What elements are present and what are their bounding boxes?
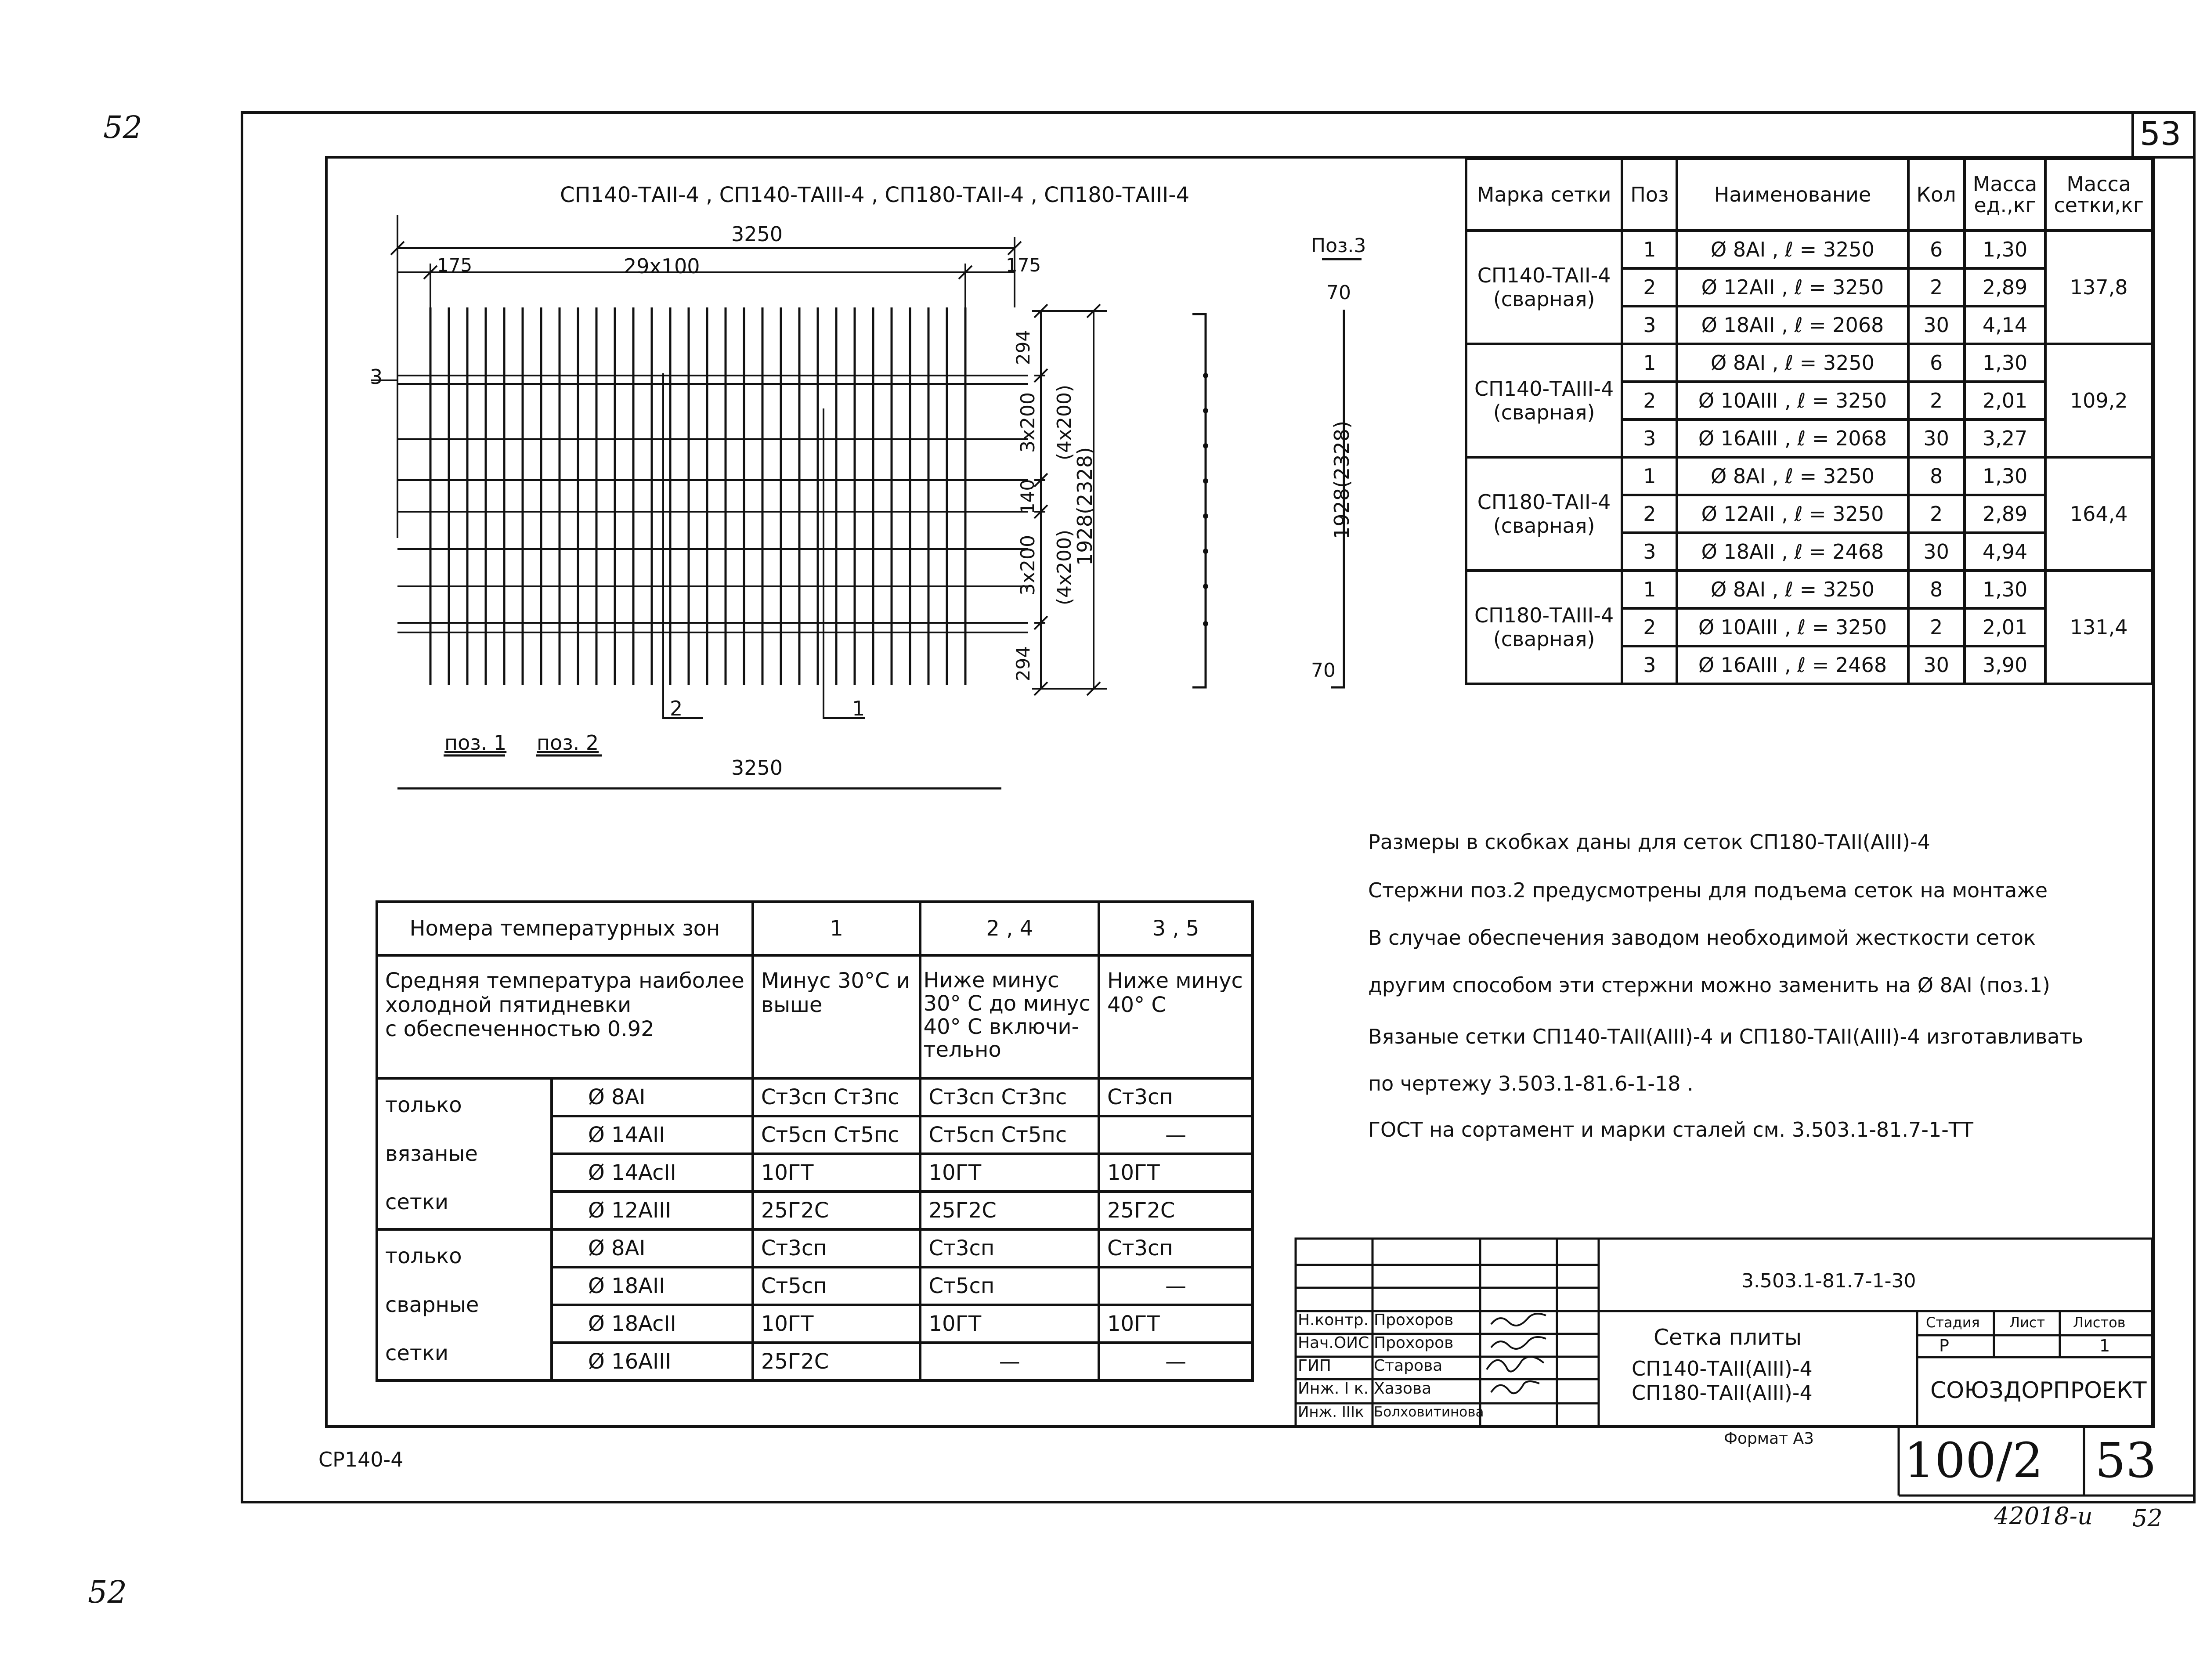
- steel-zone2: 25Г2С: [920, 1192, 1099, 1229]
- temp-zone-3: 3 , 5: [1099, 902, 1253, 955]
- steel-bar: Ø 14AcII: [552, 1154, 753, 1192]
- stage-label: Стадия: [1926, 1314, 1980, 1331]
- pos2-label: поз. 2: [537, 731, 599, 755]
- spec-total-mass: 164,4: [2045, 457, 2152, 571]
- steel-zone1: 25Г2С: [753, 1343, 921, 1380]
- spec-row: [1466, 344, 2152, 382]
- spec-pos: 1: [1622, 457, 1677, 495]
- temp-desc-line: с обеспеченностью 0.92: [385, 1017, 654, 1042]
- top-sheet-number: 53: [2140, 115, 2182, 153]
- dim-edge-left: 175: [437, 254, 473, 276]
- steel-row: [377, 1078, 1253, 1116]
- zone-desc-line: Ниже минус: [923, 968, 1059, 993]
- dim-140: 140: [1017, 479, 1039, 515]
- spec-name: Ø 8AI , ℓ = 3250: [1677, 344, 1908, 382]
- steel-zone2: Ст3сп: [920, 1229, 1099, 1267]
- spec-unit-mass: 3,27: [1965, 419, 2046, 457]
- dim-4x200-bottom: (4x200): [1053, 529, 1076, 606]
- zone-desc-line: Минус 30°С и: [761, 968, 910, 993]
- sheets-label: Листов: [2073, 1314, 2126, 1331]
- temp-header-row: [377, 902, 1253, 955]
- pos3-marker: 3: [370, 365, 383, 389]
- zone-desc-line: Ниже минус: [1107, 968, 1243, 993]
- spec-name: Ø 10AIII , ℓ = 3250: [1677, 382, 1908, 419]
- spec-qty: 30: [1908, 419, 1965, 457]
- spec-pos: 3: [1622, 419, 1677, 457]
- sheet-label: Лист: [2009, 1314, 2045, 1331]
- signature-scribbles: [1487, 1314, 1546, 1393]
- zone-desc-line: тельно: [923, 1037, 1001, 1062]
- spec-qty: 30: [1908, 306, 1965, 344]
- steel-zone3: —: [1099, 1116, 1253, 1154]
- steel-zone1: Ст3сп Ст3пс: [753, 1078, 921, 1116]
- dim-294-top: 294: [1012, 329, 1034, 365]
- object-title: Сетка плиты: [1654, 1325, 1802, 1350]
- role-label: Н.контр.: [1298, 1311, 1369, 1329]
- group-label-line: только: [385, 1093, 462, 1118]
- note-line: Вязаные сетки СП140-ТАII(AIII)-4 и СП180-ТАII(AIII)-4 изготавливать: [1368, 1025, 2084, 1048]
- spec-pos: 2: [1622, 268, 1677, 306]
- dim-height: 1928(2328): [1073, 447, 1097, 566]
- spec-pos: 3: [1622, 646, 1677, 684]
- temp-zone-2: 2 , 4: [920, 902, 1099, 955]
- spec-qty: 2: [1908, 608, 1965, 646]
- margin-mark-top: 52: [103, 109, 143, 145]
- spec-qty: 2: [1908, 268, 1965, 306]
- steel-bar: Ø 14AII: [552, 1116, 753, 1154]
- group-label-line: сетки: [385, 1190, 449, 1215]
- spec-header-row: [1466, 159, 2152, 231]
- stage-value: Р: [1939, 1336, 1949, 1355]
- spec-pos: 3: [1622, 306, 1677, 344]
- mesh-vertical-bars: [430, 307, 965, 685]
- spec-pos: 2: [1622, 382, 1677, 419]
- bar-length: 3250: [731, 756, 783, 780]
- steel-bar: Ø 16AIII: [552, 1343, 753, 1380]
- role-name: Хазова: [1374, 1380, 1432, 1398]
- spec-qty: 30: [1908, 646, 1965, 684]
- pos3-top: 70: [1326, 282, 1351, 304]
- spec-unit-mass: 1,30: [1965, 571, 2046, 608]
- spec-total-mass: 131,4: [2045, 571, 2152, 684]
- temp-desc-line: Средняя температура наиболее: [385, 968, 744, 993]
- temp-desc-row: [377, 955, 1253, 1078]
- spec-unit-mass: 4,94: [1965, 533, 2046, 571]
- spec-unit-mass: 2,01: [1965, 608, 2046, 646]
- steel-zone2: 10ГТ: [920, 1154, 1099, 1192]
- role-name: Прохоров: [1374, 1334, 1454, 1352]
- spec-header-total-mass: Масса сетки,кг: [2045, 159, 2152, 231]
- spec-table: [1465, 157, 2153, 685]
- spec-unit-mass: 4,14: [1965, 306, 2046, 344]
- spec-qty: 2: [1908, 495, 1965, 533]
- dim-4x200-top: (4x200): [1053, 384, 1076, 461]
- note-line: Размеры в скобках даны для сеток СП180-ТАII(AIII)-4: [1368, 830, 1930, 854]
- spec-total-mass: 137,8: [2045, 231, 2152, 344]
- pos1-marker: 1: [852, 697, 865, 720]
- spec-pos: 2: [1622, 608, 1677, 646]
- steel-zone3: Ст3сп: [1099, 1078, 1253, 1116]
- group-label-line: сварные: [385, 1292, 479, 1317]
- note-line: Стержни поз.2 предусмотрены для подъема сеток на монтаже: [1368, 878, 2048, 902]
- steel-zone1: 10ГТ: [753, 1305, 921, 1343]
- steel-bar: Ø 8AI: [552, 1229, 753, 1267]
- dim-edge-right: 175: [1006, 254, 1041, 276]
- steel-zone1: Ст5сп: [753, 1267, 921, 1305]
- spec-header-mark: Марка сетки: [1466, 159, 1622, 231]
- role-name: Болховитинова: [1374, 1404, 1484, 1420]
- role-label: Нач.ОИС: [1298, 1334, 1369, 1352]
- steel-zone2: Ст5сп Ст5пс: [920, 1116, 1099, 1154]
- spec-mark: СП140-ТАII-4 (сварная): [1466, 231, 1622, 344]
- pos3-title: Поз.3: [1311, 235, 1366, 257]
- steel-zone2: Ст3сп Ст3пс: [920, 1078, 1099, 1116]
- object-mark-2: СП180-ТАII(AIII)-4: [1632, 1381, 1813, 1405]
- callout-lines: [371, 373, 865, 718]
- spec-row: [1466, 571, 2152, 608]
- page-number: 53: [2095, 1432, 2156, 1489]
- temp-zone-1-desc: [753, 955, 921, 1078]
- zone-desc-line: выше: [761, 993, 823, 1018]
- spec-header-name: Наименование: [1677, 159, 1908, 231]
- spec-name: Ø 8AI , ℓ = 3250: [1677, 457, 1908, 495]
- pos3-height: 1928(2328): [1330, 420, 1354, 540]
- dim-3x200-top: 3x200: [1017, 392, 1040, 453]
- dim-total-top: 3250: [731, 222, 783, 246]
- spec-total-mass: 109,2: [2045, 344, 2152, 457]
- spec-header-pos: Поз: [1622, 159, 1677, 231]
- zone-desc-line: 40° С: [1107, 993, 1166, 1018]
- spec-qty: 30: [1908, 533, 1965, 571]
- footer-left-code: СР140-4: [318, 1448, 404, 1471]
- doc-code: 3.503.1-81.7-1-30: [1741, 1270, 1916, 1292]
- steel-zone3: —: [1099, 1267, 1253, 1305]
- archive-number: 42018-и: [1994, 1502, 2093, 1530]
- spec-row: [1466, 457, 2152, 495]
- spec-pos: 2: [1622, 495, 1677, 533]
- steel-bar: Ø 12AIII: [552, 1192, 753, 1229]
- temp-zone-3-desc: [1099, 955, 1253, 1078]
- steel-zone3: 25Г2С: [1099, 1192, 1253, 1229]
- spec-name: Ø 8AI , ℓ = 3250: [1677, 571, 1908, 608]
- steel-zone1: Ст3сп: [753, 1229, 921, 1267]
- drawing-title: СП140-ТАII-4 , СП140-ТАIII-4 , СП180-ТАII-4 , СП180-ТАIII-4: [560, 183, 1190, 207]
- temp-zone-1: 1: [753, 902, 921, 955]
- spec-mark: СП140-ТАIII-4 (сварная): [1466, 344, 1622, 457]
- dim-294-bottom: 294: [1012, 646, 1034, 682]
- steel-bar: Ø 18AcII: [552, 1305, 753, 1343]
- temp-desc-line: холодной пятидневки: [385, 993, 632, 1018]
- dim-3x200-bottom: 3x200: [1017, 535, 1040, 596]
- role-label: ГИП: [1298, 1357, 1331, 1375]
- group-label-line: только: [385, 1244, 462, 1269]
- steel-bar: Ø 18AII: [552, 1267, 753, 1305]
- pos3-bottom: 70: [1311, 659, 1336, 682]
- temp-zone-2-desc: [920, 955, 1099, 1078]
- sheets-value: 1: [2099, 1336, 2110, 1355]
- organization: СОЮЗДОРПРОЕКТ: [1930, 1377, 2147, 1404]
- steel-zone3: 10ГТ: [1099, 1154, 1253, 1192]
- group-label-line: сетки: [385, 1341, 449, 1366]
- note-line: другим способом эти стержни можно заменить на Ø 8AI (поз.1): [1368, 973, 2050, 997]
- spec-row: [1466, 231, 2152, 268]
- note-line: по чертежу 3.503.1-81.6-1-18 .: [1368, 1072, 1694, 1095]
- spec-pos: 3: [1622, 533, 1677, 571]
- role-name: Прохоров: [1374, 1311, 1454, 1329]
- role-label: Инж. I к.: [1298, 1380, 1369, 1398]
- steel-zone1: 10ГТ: [753, 1154, 921, 1192]
- steel-row: [377, 1229, 1253, 1267]
- pos-bars-below: [397, 755, 1001, 788]
- spec-name: Ø 8AI , ℓ = 3250: [1677, 231, 1908, 268]
- spec-qty: 8: [1908, 571, 1965, 608]
- spec-pos: 1: [1622, 231, 1677, 268]
- role-name: Старова: [1374, 1357, 1443, 1375]
- spec-header-unit-mass: Масса ед.,кг: [1965, 159, 2046, 231]
- steel-grade-table: [376, 900, 1254, 1382]
- pos2-marker: 2: [670, 697, 683, 720]
- spec-name: Ø 12AII , ℓ = 3250: [1677, 268, 1908, 306]
- archive-page: 52: [2132, 1504, 2163, 1532]
- spec-name: Ø 16AIII , ℓ = 2468: [1677, 646, 1908, 684]
- note-line: В случае обеспечения заводом необходимой жесткости сеток: [1368, 926, 2036, 950]
- album-number: 100/2: [1904, 1432, 2044, 1489]
- spec-pos: 1: [1622, 571, 1677, 608]
- steel-zone1: Ст5сп Ст5пс: [753, 1116, 921, 1154]
- spec-unit-mass: 2,89: [1965, 495, 2046, 533]
- object-mark-1: СП140-ТАII(AIII)-4: [1632, 1357, 1813, 1380]
- spec-name: Ø 12AII , ℓ = 3250: [1677, 495, 1908, 533]
- spec-header-qty: Кол: [1908, 159, 1965, 231]
- dim-spacing: 29x100: [624, 254, 700, 278]
- margin-mark-bottom: 52: [88, 1574, 127, 1610]
- spec-unit-mass: 2,01: [1965, 382, 2046, 419]
- role-label: Инж. IIIк: [1298, 1403, 1364, 1421]
- temp-zones-label: Номера температурных зон: [377, 902, 753, 955]
- pos1-label: поз. 1: [444, 731, 507, 755]
- spec-name: Ø 16AIII , ℓ = 2068: [1677, 419, 1908, 457]
- zone-desc-line: 30° С до минус: [923, 991, 1091, 1016]
- steel-group-label: [377, 1078, 552, 1229]
- spec-name: Ø 10AIII , ℓ = 3250: [1677, 608, 1908, 646]
- spec-unit-mass: 1,30: [1965, 457, 2046, 495]
- spec-mark: СП180-ТАII-4 (сварная): [1466, 457, 1622, 571]
- steel-group-label: [377, 1229, 552, 1380]
- spec-mark: СП180-ТАIII-4 (сварная): [1466, 571, 1622, 684]
- format-label: Формат А3: [1724, 1430, 1814, 1448]
- spec-name: Ø 18AII , ℓ = 2468: [1677, 533, 1908, 571]
- steel-zone2: Ст5сп: [920, 1267, 1099, 1305]
- spec-name: Ø 18AII , ℓ = 2068: [1677, 306, 1908, 344]
- mesh-horizontal-bars: [397, 376, 1028, 632]
- steel-zone3: 10ГТ: [1099, 1305, 1253, 1343]
- steel-zone3: Ст3сп: [1099, 1229, 1253, 1267]
- spec-unit-mass: 1,30: [1965, 231, 2046, 268]
- spec-qty: 6: [1908, 231, 1965, 268]
- group-label-line: вязаные: [385, 1141, 478, 1166]
- zone-desc-line: 40° С включи-: [923, 1014, 1079, 1039]
- spec-unit-mass: 3,90: [1965, 646, 2046, 684]
- steel-bar: Ø 8AI: [552, 1078, 753, 1116]
- spec-qty: 8: [1908, 457, 1965, 495]
- temp-desc: [377, 955, 753, 1078]
- steel-zone1: 25Г2С: [753, 1192, 921, 1229]
- spec-qty: 2: [1908, 382, 1965, 419]
- spec-unit-mass: 2,89: [1965, 268, 2046, 306]
- steel-zone3: —: [1099, 1343, 1253, 1380]
- spec-unit-mass: 1,30: [1965, 344, 2046, 382]
- steel-zone2: 10ГТ: [920, 1305, 1099, 1343]
- steel-zone2: —: [920, 1343, 1099, 1380]
- spec-qty: 6: [1908, 344, 1965, 382]
- note-line: ГОСТ на сортамент и марки сталей см. 3.503.1-81.7-1-ТТ: [1368, 1118, 1974, 1142]
- spec-pos: 1: [1622, 344, 1677, 382]
